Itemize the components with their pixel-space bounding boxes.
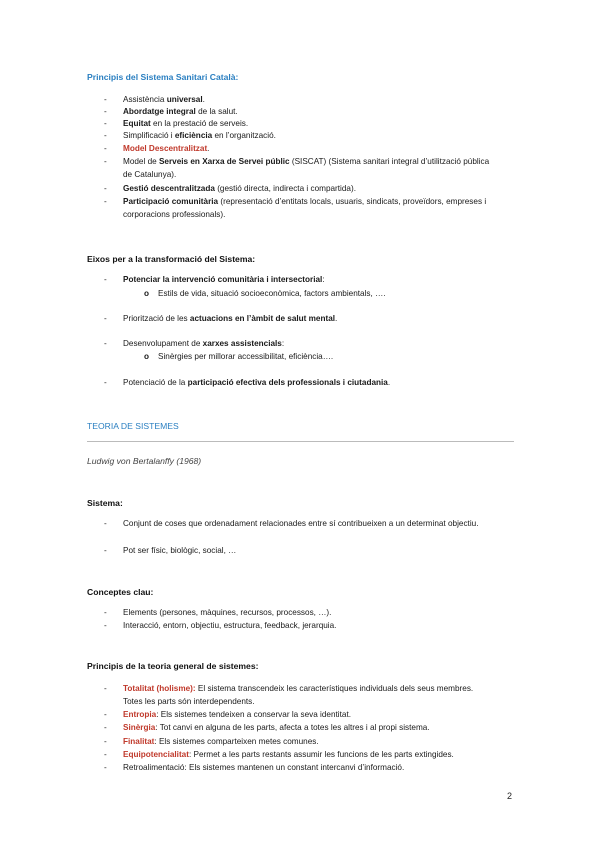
section-divider bbox=[87, 441, 514, 442]
principis-teoria-heading: Principis de la teoria general de sistemes: bbox=[87, 661, 259, 671]
section-title: TEORIA DE SISTEMES bbox=[87, 421, 179, 431]
sistema-heading: Sistema: bbox=[87, 498, 123, 508]
principis-heading: Principis del Sistema Sanitari Català: bbox=[87, 72, 239, 82]
document-page: Principis del Sistema Sanitari Català: - Assistència universal. - Abordatge integral de la salut. - Equitat en la prestació de serveis. - Simplificació i eficiència en l’organització. - Model Descentralitzat. - Model de Serveis en Xarxa de Servei públic (SISCAT) (Sistema sanitari integral d’utilització pública de Catalunya). - Gestió descentralitzada (gestió directa, indirecta i compartida). - Participació comunitària (representació d’entitats locals, usuaris, sindicats, proveïdors, empreses i corporacions professionals). Eixos per a la transformació del Sistema: - Potenciar la intervenció comunitària i intersectorial: o Estils de vida, situació socioeconòmica, factors ambientals, …. - Priorització de les actuacions en l’àmbit de salut mental. - Desenvolupament de xarxes assistencials: o Sinèrgies per millorar accessibilitat, eficiència…. - Potenciació de la participació efectiva dels professionals i ciutadania. TEORIA DE SISTEMES Ludwig von Bertalanffy (1968) Sistema: - Conjunt de coses que ordenadament relacionades entre sí contribueixen a un determinat objectiu. - Pot ser físic, biològic, social, … Conceptes clau: - Elements (persones, màquines, recursos, processos, …). - Interacció, entorn, objectiu, estructura, feedback, jerarquia. Principis de la teoria general de sistemes: - Totalitat (holisme): El sistema transcendeix les característiques individuals dels seus membres. Totes les parts són interdependents. - Entropia: Els sistemes tendeixen a conservar la seva identitat. - Sinèrgia: Tot canvi en alguna de les parts, afecta a totes les altres i al propi sistema. - Finalitat: Els sistemes comparteixen metes comunes. - Equipotencialitat: Permet a les parts restants assumir les funcions de les parts extingides. - Retroalimentació: Els sistemes mantenen un constant intercanvi d’informació. 2 bbox=[87, 72, 513, 801]
eixos-heading: Eixos per a la transformació del Sistema: bbox=[87, 254, 256, 264]
page-number: 2 bbox=[507, 791, 513, 801]
author-citation: Ludwig von Bertalanffy (1968) bbox=[87, 456, 202, 466]
conceptes-heading: Conceptes clau: bbox=[87, 587, 154, 597]
